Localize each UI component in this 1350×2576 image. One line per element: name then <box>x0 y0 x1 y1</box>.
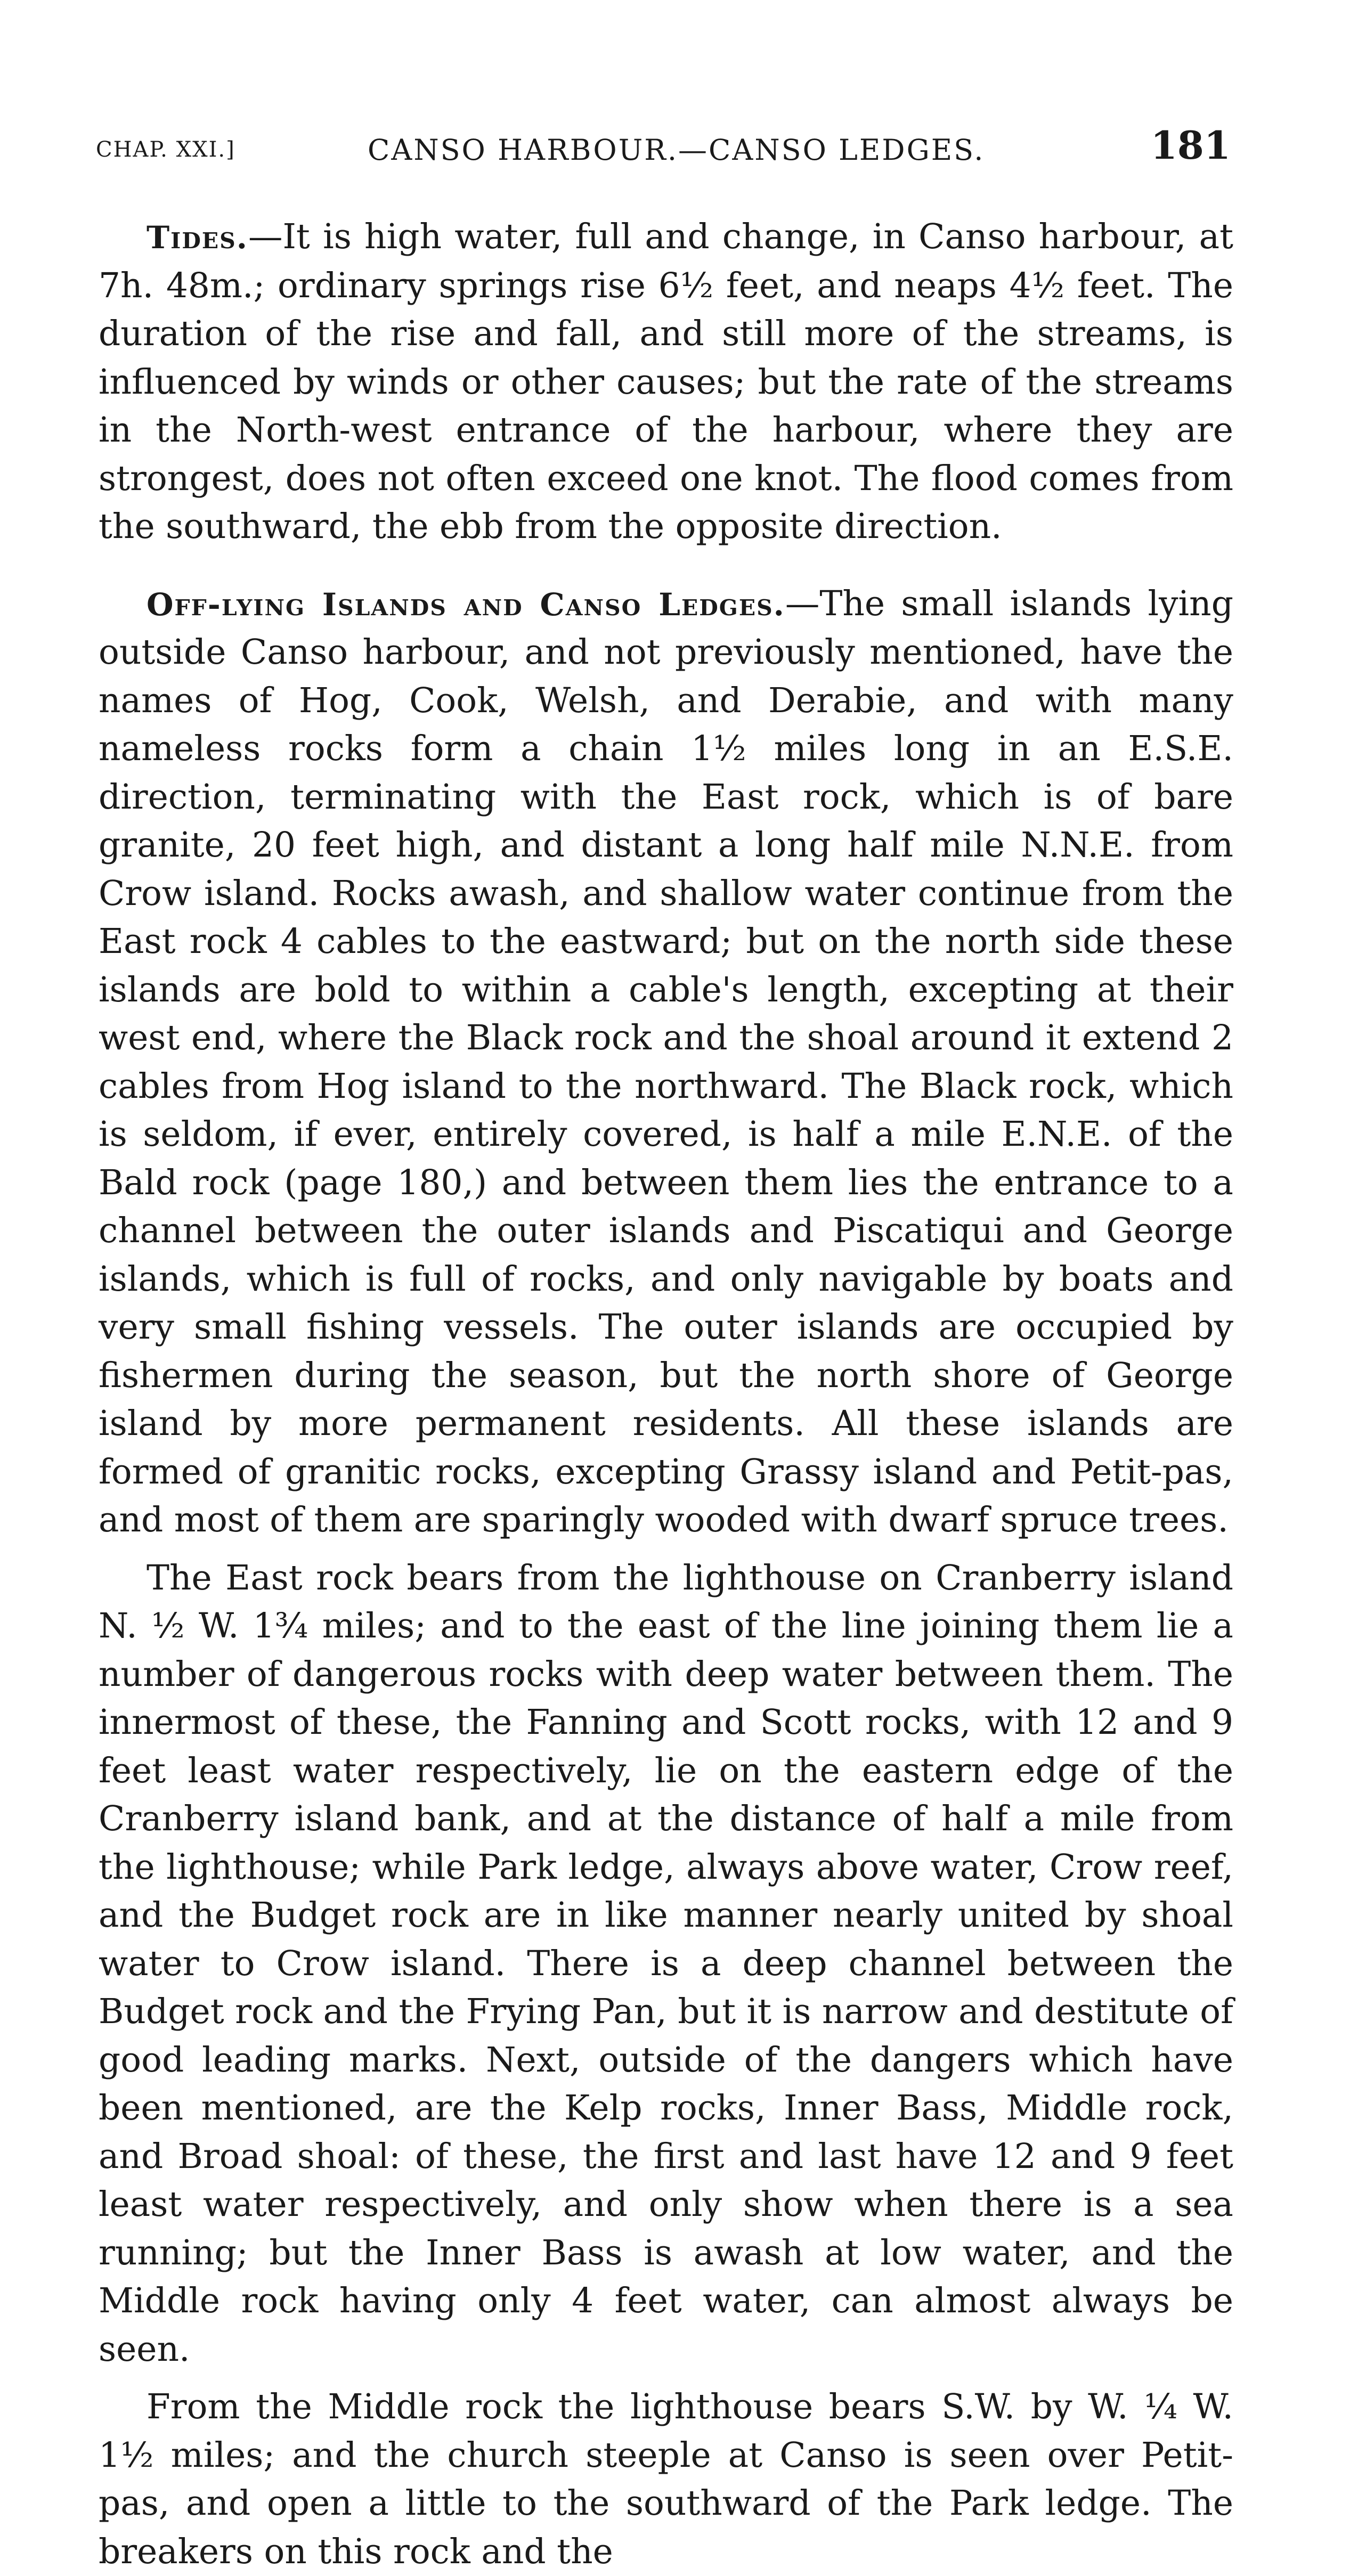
body-text <box>99 213 1233 2576</box>
paragraph-east-rock <box>99 1554 1233 2374</box>
paragraph-middle-rock <box>99 2383 1233 2576</box>
paragraph-text-east-rock: The East rock bears from the lighthouse on Cranberry island N. ½ W. 1¾ miles; and to the east of the line joining them lie a number of dangerous rocks with deep water between them. The innermost of these, the Fanning and Scott rocks, with 12 and 9 feet least water respectively, lie on the eastern edge of the Cranberry island bank, and at the distance of half a mile from the lighthouse; while Park ledge, always above water, Crow reef, and the Budget rock are in like manner nearly united by shoal water to Crow island. There is a deep channel between the Budget rock and the Frying Pan, but it is narrow and destitute of good leading marks. Next, outside of the dangers which have been mentioned, are the Kelp rocks, Inner Bass, Middle rock, and Broad shoal: of these, the first and last have 12 and 9 feet least water respectively, and only show when there is a sea running; but the Inner Bass is awash at low water, and the Middle rock having only 4 feet water, can almost always be seen. <box>99 1558 1233 2369</box>
paragraph-text-middle-rock: From the Middle rock the lighthouse bears S.W. by W. ¼ W. 1½ miles; and the church steeple at Canso is seen over Petit-pas, and open a little to the southward of the Park ledge. The breakers on this rock and the <box>99 2387 1233 2572</box>
paragraph-text-off-lying-islands: —The small islands lying outside Canso harbour, and not previously mentioned, have the names of Hog, Cook, Welsh, and Derabie, and with many nameless rocks form a chain 1½ miles long in an E.S.E. direction, terminating with the East rock, which is of bare granite, 20 feet high, and distant a long half mile N.N.E. from Crow island. Rocks awash, and shallow water continue from the East rock 4 cables to the eastward; but on the north side these islands are bold to within a cable's length, excepting at their west end, where the Black rock and the shoal around it extend 2 cables from Hog island to the northward. The Black rock, which is seldom, if ever, entirely covered, is half a mile E.N.E. of the Bald rock (page 180,) and between them lies the entrance to a channel between the outer islands and Piscatiqui and George islands, which is full of rocks, and only navigable by boats and very small fishing vessels. The outer islands are occupied by fishermen during the season, but the north shore of George island by more permanent residents. All these islands are formed of granitic rocks, excepting Grassy island and Petit-pas, and most of them are sparingly wooded with dwarf spruce trees. <box>99 583 1233 1540</box>
running-head <box>96 123 1231 170</box>
page-number: 181 <box>1150 123 1231 168</box>
paragraph-off-lying-islands <box>99 580 1233 1545</box>
running-title: CANSO HARBOUR.—CANSO LEDGES. <box>368 133 985 167</box>
paragraph-heading-off-lying-islands: Off-lying Islands and Canso Ledges. <box>147 586 785 623</box>
paragraph-text-tides: —It is high water, full and change, in Canso harbour, at 7h. 48m.; ordinary springs rise 6½ feet, and neaps 4½ feet. The duration of the rise and fall, and still more of the streams, is influenced by winds or other causes; but the rate of the streams in the North-west entrance of the harbour, where they are strongest, does not often exceed one knot. The flood comes from the southward, the ebb from the opposite direction. <box>99 217 1233 547</box>
paragraph-heading-tides: Tides. <box>147 219 248 256</box>
chapter-reference: CHAP. XXI.] <box>96 137 235 162</box>
paragraph-tides <box>99 213 1233 551</box>
